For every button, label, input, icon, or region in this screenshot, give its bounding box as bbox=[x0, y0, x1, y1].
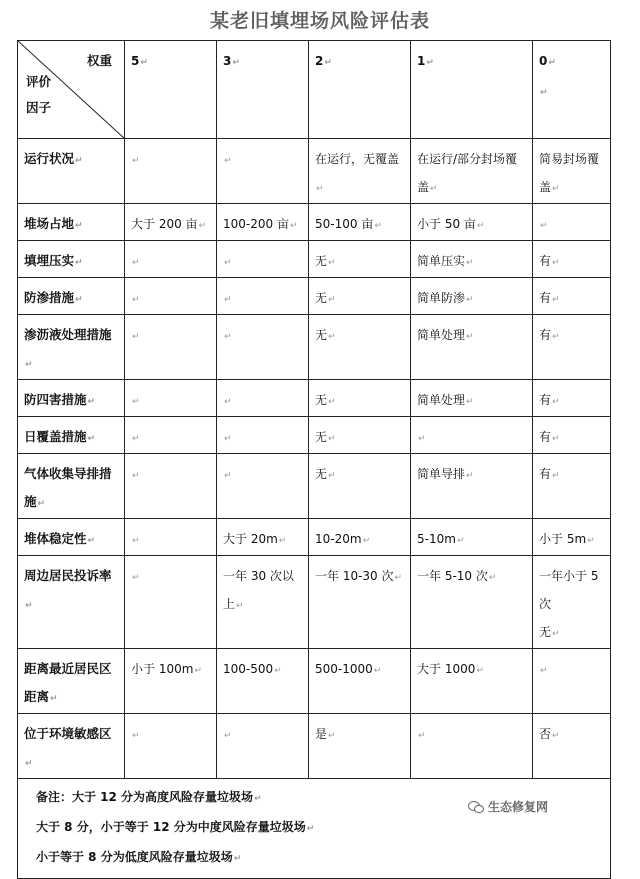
value-cell: 简单处理↵ bbox=[411, 380, 533, 417]
value-cell: 5-10m↵ bbox=[411, 519, 533, 556]
value-cell: 一年 5-10 次↵ bbox=[411, 556, 533, 649]
value-cell: ↵ bbox=[217, 417, 309, 454]
watermark bbox=[468, 798, 548, 815]
value-cell: 是↵ bbox=[309, 714, 411, 779]
watermark-text: 生态修复网 bbox=[488, 800, 549, 814]
notes-row bbox=[18, 779, 611, 879]
value-cell: ↵ bbox=[125, 556, 217, 649]
value-cell: ↵ bbox=[125, 278, 217, 315]
value-cell: ↵ bbox=[217, 241, 309, 278]
table-row bbox=[18, 417, 611, 454]
value-cell: ↵ bbox=[125, 315, 217, 380]
value-cell: 有↵ bbox=[533, 278, 611, 315]
value-cell: 有↵ bbox=[533, 454, 611, 519]
value-cell: 在运行/部分封场覆盖↵ bbox=[411, 139, 533, 204]
value-cell: ↵ bbox=[125, 380, 217, 417]
value-cell: ↵ bbox=[125, 139, 217, 204]
eval-label: 评价 bbox=[26, 74, 52, 89]
value-cell: 在运行，无覆盖↵ bbox=[309, 139, 411, 204]
factor-cell: 位于环境敏感区↵ bbox=[18, 714, 125, 779]
table-row bbox=[18, 714, 611, 779]
value-cell: ↵ bbox=[217, 380, 309, 417]
notes-cell bbox=[18, 779, 611, 879]
table-row bbox=[18, 556, 611, 649]
wechat-icon bbox=[468, 800, 484, 814]
value-cell: ↵ bbox=[217, 139, 309, 204]
value-cell: 大于 200 亩↵ bbox=[125, 204, 217, 241]
value-cell: 大于 1000↵ bbox=[411, 649, 533, 714]
value-cell: 一年 10-30 次↵ bbox=[309, 556, 411, 649]
value-cell: 无↵ bbox=[309, 278, 411, 315]
value-cell: 简单防渗↵ bbox=[411, 278, 533, 315]
value-cell: 一年 30 次以上↵ bbox=[217, 556, 309, 649]
value-cell: 小于 5m↵ bbox=[533, 519, 611, 556]
factor-cell: 防四害措施↵ bbox=[18, 380, 125, 417]
factor-cell: 运行状况↵ bbox=[18, 139, 125, 204]
table-row bbox=[18, 278, 611, 315]
factor-cell: 渗沥液处理措施↵ bbox=[18, 315, 125, 380]
score-header-0: 0↵ ↵ bbox=[533, 41, 611, 139]
value-cell: 无↵ bbox=[309, 241, 411, 278]
value-cell: 小于 50 亩↵ bbox=[411, 204, 533, 241]
value-cell: 有↵ bbox=[533, 417, 611, 454]
factor-label: 因子 bbox=[26, 100, 52, 115]
table-header-row bbox=[18, 41, 611, 139]
value-cell: ↵ bbox=[217, 315, 309, 380]
score-header-5: 5↵ bbox=[125, 41, 217, 139]
value-cell: 简易封场覆盖↵ bbox=[533, 139, 611, 204]
value-cell: 100-200 亩↵ bbox=[217, 204, 309, 241]
value-cell: ↵ bbox=[411, 714, 533, 779]
note-line-3: 小于等于 8 分为低度风险存量垃圾场↵ bbox=[36, 850, 242, 864]
factor-cell: 日覆盖措施↵ bbox=[18, 417, 125, 454]
table-row bbox=[18, 649, 611, 714]
value-cell: 500-1000↵ bbox=[309, 649, 411, 714]
value-cell: ↵ bbox=[125, 454, 217, 519]
score-header-2: 2↵ bbox=[309, 41, 411, 139]
factor-cell: 气体收集导排措施↵ bbox=[18, 454, 125, 519]
value-cell: 小于 100m↵ bbox=[125, 649, 217, 714]
value-cell: 有↵ bbox=[533, 380, 611, 417]
note-line-1: 备注：大于 12 分为高度风险存量垃圾场↵ bbox=[36, 790, 262, 804]
table-row bbox=[18, 519, 611, 556]
value-cell: ↵ bbox=[217, 278, 309, 315]
value-cell: 无↵ bbox=[309, 417, 411, 454]
value-cell: ↵ bbox=[533, 204, 611, 241]
factor-cell: 防渗措施↵ bbox=[18, 278, 125, 315]
table-row bbox=[18, 241, 611, 278]
value-cell: ↵ bbox=[125, 241, 217, 278]
value-cell: ↵ bbox=[411, 417, 533, 454]
value-cell: 否↵ bbox=[533, 714, 611, 779]
value-cell: ↵ bbox=[217, 454, 309, 519]
table-row bbox=[18, 454, 611, 519]
value-cell: 10-20m↵ bbox=[309, 519, 411, 556]
value-cell: 有↵ bbox=[533, 241, 611, 278]
factor-cell: 周边居民投诉率↵ bbox=[18, 556, 125, 649]
value-cell: ↵ bbox=[533, 649, 611, 714]
value-cell: ↵ bbox=[125, 714, 217, 779]
value-cell: 50-100 亩↵ bbox=[309, 204, 411, 241]
value-cell: 无↵ bbox=[309, 454, 411, 519]
value-cell: 有↵ bbox=[533, 315, 611, 380]
page-title: 某老旧填埋场风险评估表 bbox=[209, 10, 430, 32]
score-header-1: 1↵ bbox=[411, 41, 533, 139]
value-cell: 100-500↵ bbox=[217, 649, 309, 714]
table-row bbox=[18, 204, 611, 241]
value-cell: 一年小于 5 次 无↵ bbox=[533, 556, 611, 649]
factor-cell: 距离最近居民区距离↵ bbox=[18, 649, 125, 714]
value-cell: 大于 20m↵ bbox=[217, 519, 309, 556]
table-row bbox=[18, 139, 611, 204]
score-header-3: 3↵ bbox=[217, 41, 309, 139]
factor-cell: 填埋压实↵ bbox=[18, 241, 125, 278]
risk-assessment-table bbox=[17, 40, 611, 879]
value-cell: 无↵ bbox=[309, 315, 411, 380]
value-cell: ↵ bbox=[125, 417, 217, 454]
value-cell: 无↵ bbox=[309, 380, 411, 417]
factor-cell: 堆体稳定性↵ bbox=[18, 519, 125, 556]
value-cell: 简单压实↵ bbox=[411, 241, 533, 278]
value-cell: ↵ bbox=[217, 714, 309, 779]
note-line-2: 大于 8 分，小于等于 12 分为中度风险存量垃圾场↵ bbox=[36, 820, 315, 834]
value-cell: ↵ bbox=[125, 519, 217, 556]
table-row bbox=[18, 315, 611, 380]
value-cell: 简单处理↵ bbox=[411, 315, 533, 380]
value-cell: 简单导排↵ bbox=[411, 454, 533, 519]
weight-label: 权重 bbox=[86, 53, 112, 68]
table-row bbox=[18, 380, 611, 417]
diagonal-header-cell bbox=[18, 41, 125, 139]
factor-cell: 堆场占地↵ bbox=[18, 204, 125, 241]
